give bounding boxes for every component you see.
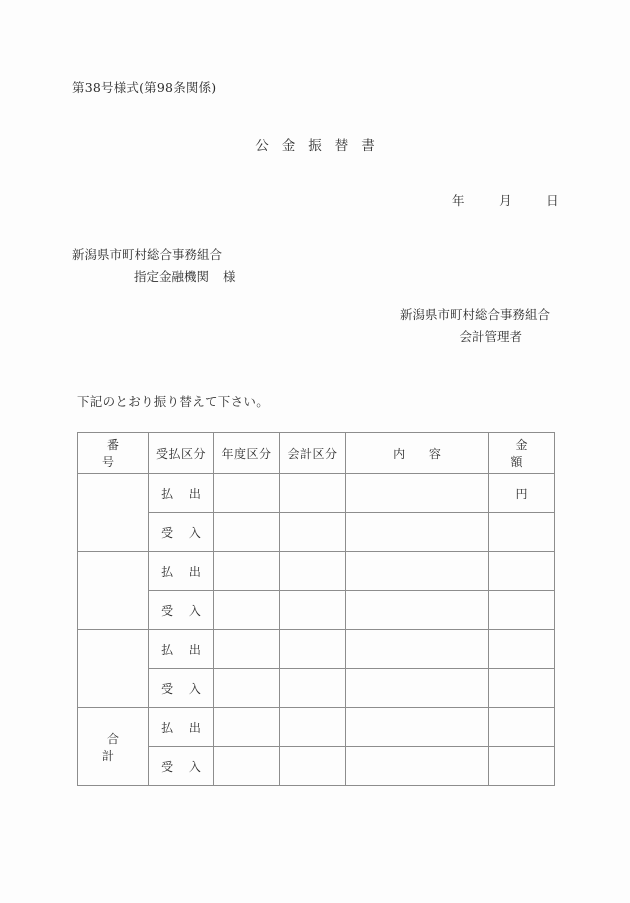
addressee-honorific: 様 xyxy=(223,269,236,284)
header-content xyxy=(346,433,489,474)
row-content-cell[interactable] xyxy=(346,552,489,591)
row-amount-cell[interactable]: 円 xyxy=(489,474,555,513)
table-row xyxy=(78,591,555,630)
row-payment-type-label: 払 出 xyxy=(161,564,207,579)
row-fiscal-year-cell[interactable] xyxy=(214,474,280,513)
date-day-label: 日 xyxy=(546,193,559,208)
row-account-type-cell[interactable] xyxy=(280,669,346,708)
header-payment-type-label: 受払区分 xyxy=(155,446,206,461)
row-fiscal-year-cell[interactable] xyxy=(214,669,280,708)
row-payment-type-label: 受 入 xyxy=(161,759,207,774)
row-amount-cell[interactable] xyxy=(489,669,555,708)
table-row xyxy=(78,669,555,708)
row-payment-type-cell xyxy=(149,630,214,669)
row-amount-cell[interactable] xyxy=(489,630,555,669)
row-payment-type-label: 受 入 xyxy=(161,603,207,618)
addressee-recipient: 指定金融機関 xyxy=(134,269,210,284)
row-account-type-cell[interactable] xyxy=(280,513,346,552)
row-payment-type-cell xyxy=(149,708,214,747)
row-payment-type-cell xyxy=(149,474,214,513)
row-payment-type-label: 払 出 xyxy=(161,642,207,657)
row-payment-type-cell xyxy=(149,591,214,630)
table-row xyxy=(78,747,555,786)
row-fiscal-year-cell[interactable] xyxy=(214,747,280,786)
row-fiscal-year-cell[interactable] xyxy=(214,708,280,747)
transfer-table-wrapper xyxy=(77,432,554,786)
sender-organization: 新潟県市町村総合事務組合 xyxy=(399,307,550,322)
table-row xyxy=(78,630,555,669)
header-number-label: 番 号 xyxy=(101,438,129,469)
header-number xyxy=(78,433,149,474)
date-line xyxy=(452,191,559,209)
row-content-cell[interactable] xyxy=(346,669,489,708)
header-fiscal-year xyxy=(214,433,280,474)
row-amount-cell[interactable] xyxy=(489,513,555,552)
instruction-text: 下記のとおり振り替えて下さい。 xyxy=(77,394,270,409)
row-fiscal-year-cell[interactable] xyxy=(214,630,280,669)
row-group-number-cell-1[interactable] xyxy=(78,474,149,552)
header-fiscal-year-label: 年度区分 xyxy=(221,446,272,461)
transfer-table xyxy=(77,432,555,786)
header-account-type xyxy=(280,433,346,474)
table-row xyxy=(78,552,555,591)
row-content-cell[interactable] xyxy=(346,513,489,552)
row-group-total-cell xyxy=(78,708,149,786)
header-content-label: 内 容 xyxy=(393,446,451,461)
row-payment-type-cell xyxy=(149,513,214,552)
row-amount-cell[interactable] xyxy=(489,552,555,591)
header-account-type-label: 会計区分 xyxy=(287,446,338,461)
row-payment-type-label: 受 入 xyxy=(161,525,207,540)
date-year-label: 年 xyxy=(452,193,465,208)
row-amount-cell[interactable] xyxy=(489,708,555,747)
row-account-type-cell[interactable] xyxy=(280,747,346,786)
header-payment-type xyxy=(149,433,214,474)
table-header-row xyxy=(78,433,555,474)
row-content-cell[interactable] xyxy=(346,591,489,630)
row-payment-type-label: 払 出 xyxy=(161,720,207,735)
sender-block xyxy=(300,304,550,348)
row-payment-type-label: 払 出 xyxy=(161,486,207,501)
row-payment-type-cell xyxy=(149,747,214,786)
row-amount-cell[interactable] xyxy=(489,591,555,630)
row-content-cell[interactable] xyxy=(346,708,489,747)
row-account-type-cell[interactable] xyxy=(280,474,346,513)
addressee-organization: 新潟県市町村総合事務組合 xyxy=(72,247,223,262)
addressee-block xyxy=(72,244,236,288)
form-number-label: 第38号様式(第98条関係) xyxy=(72,80,217,95)
header-amount-label: 金 額 xyxy=(510,438,538,469)
row-content-cell[interactable] xyxy=(346,630,489,669)
row-payment-type-label: 受 入 xyxy=(161,681,207,696)
table-row xyxy=(78,474,555,513)
table-row xyxy=(78,513,555,552)
row-group-number-cell-3[interactable] xyxy=(78,630,149,708)
row-amount-cell[interactable] xyxy=(489,747,555,786)
row-fiscal-year-cell[interactable] xyxy=(214,513,280,552)
transfer-table-body xyxy=(78,474,555,786)
document-title: 公金振替書 xyxy=(255,138,388,154)
row-account-type-cell[interactable] xyxy=(280,630,346,669)
date-month-label: 月 xyxy=(499,193,512,208)
row-content-cell[interactable] xyxy=(346,747,489,786)
row-fiscal-year-cell[interactable] xyxy=(214,552,280,591)
row-account-type-cell[interactable] xyxy=(280,708,346,747)
row-payment-type-cell xyxy=(149,552,214,591)
addressee-recipient-line xyxy=(72,266,236,288)
table-row xyxy=(78,708,555,747)
transfer-table-head xyxy=(78,433,555,474)
row-account-type-cell[interactable] xyxy=(280,552,346,591)
row-group-total-label: 合 計 xyxy=(101,731,129,763)
row-fiscal-year-cell[interactable] xyxy=(214,591,280,630)
sender-title: 会計管理者 xyxy=(459,329,522,344)
row-content-cell[interactable] xyxy=(346,474,489,513)
row-account-type-cell[interactable] xyxy=(280,591,346,630)
row-payment-type-cell xyxy=(149,669,214,708)
row-group-number-cell-2[interactable] xyxy=(78,552,149,630)
header-amount xyxy=(489,433,555,474)
